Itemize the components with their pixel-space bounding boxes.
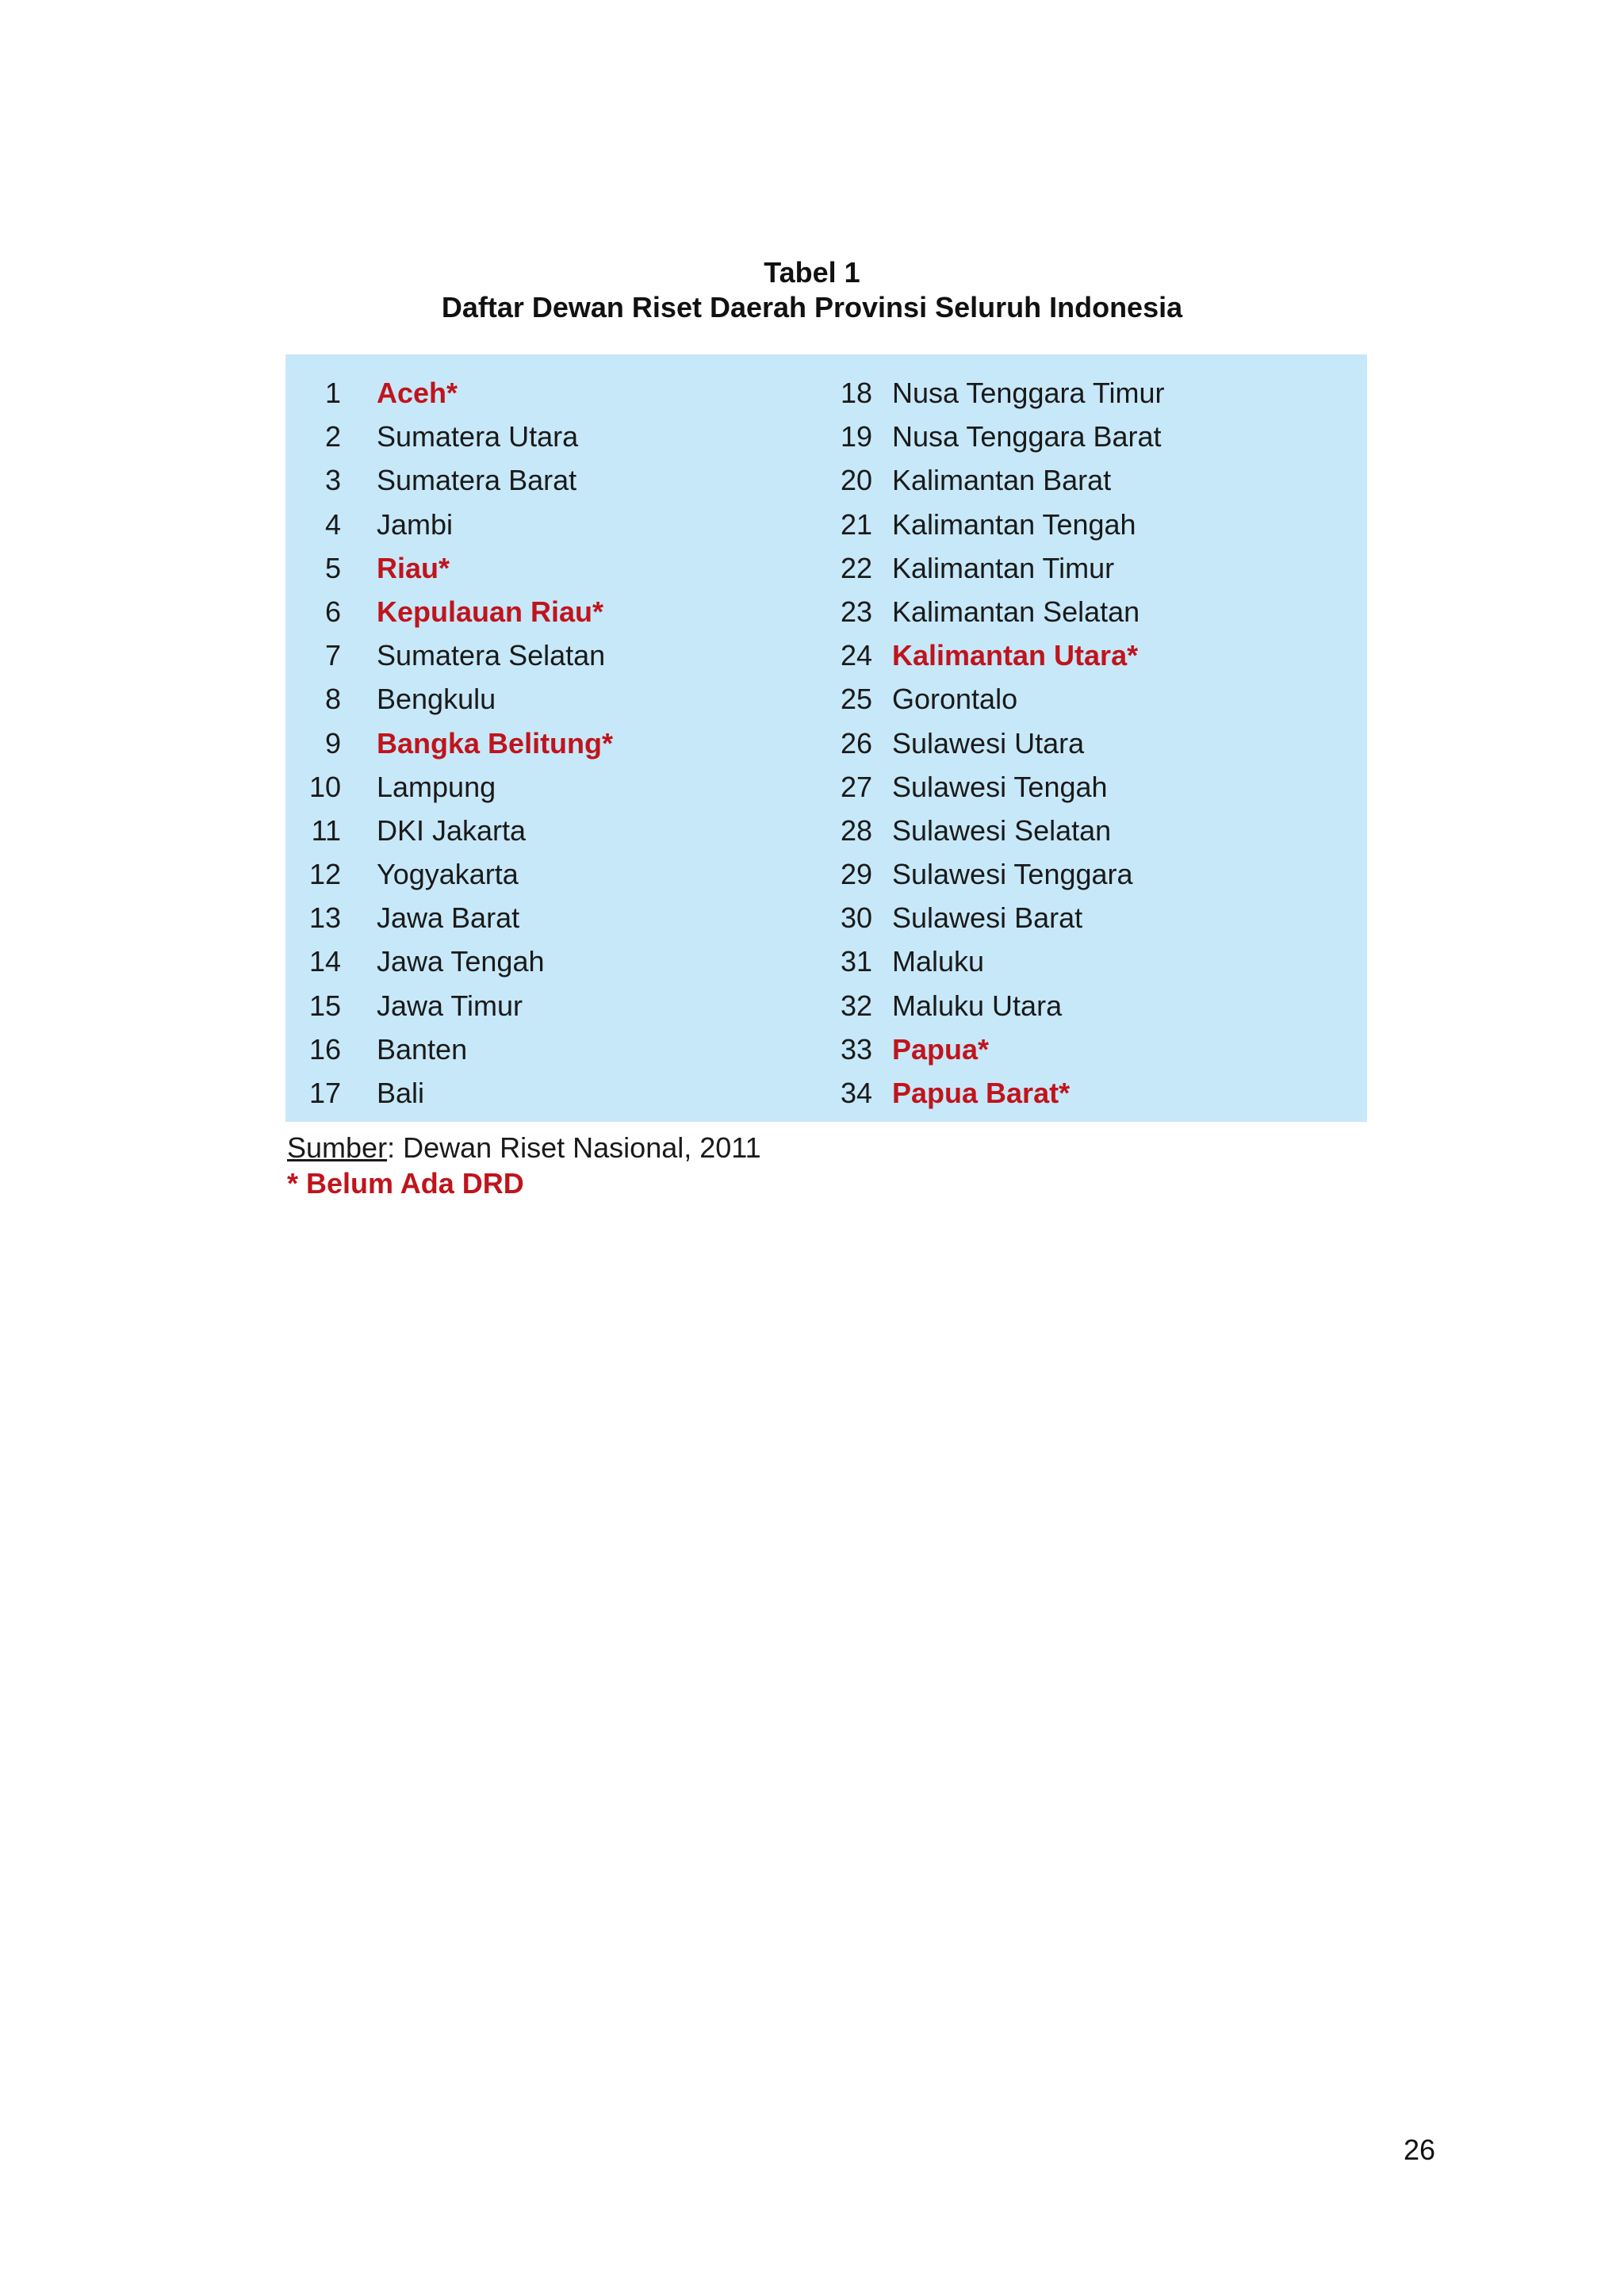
table-row <box>285 677 841 721</box>
province-name: Sulawesi Barat <box>892 901 1083 935</box>
row-number: 5 <box>324 551 341 584</box>
province-name: Sulawesi Selatan <box>892 813 1112 847</box>
row-number: 15 <box>308 989 341 1022</box>
row-number: 10 <box>308 770 341 803</box>
province-name: Lampung <box>377 770 496 803</box>
row-number: 13 <box>308 901 341 935</box>
table-row <box>801 765 1356 809</box>
table-row <box>801 633 1356 677</box>
row-number: 12 <box>308 858 341 891</box>
row-number: 26 <box>840 726 872 760</box>
row-number: 31 <box>840 945 872 978</box>
row-number: 18 <box>840 377 872 409</box>
province-name: Kalimantan Tengah <box>892 507 1136 541</box>
province-name: Sumatera Utara <box>377 420 579 453</box>
table-row <box>285 415 841 458</box>
row-number: 19 <box>840 420 872 453</box>
table-row <box>801 984 1356 1027</box>
table-row <box>801 852 1356 896</box>
province-name: Sulawesi Utara <box>892 726 1085 760</box>
province-name: Nusa Tenggara Timur <box>892 377 1165 409</box>
table-row <box>285 809 841 852</box>
table-row <box>801 1027 1356 1071</box>
row-number: 22 <box>840 551 872 584</box>
province-name: Papua Barat* <box>892 1077 1071 1109</box>
table-row <box>801 590 1356 633</box>
table-row <box>801 677 1356 721</box>
row-number: 6 <box>324 595 341 628</box>
source-line <box>287 1129 761 1167</box>
province-name: Nusa Tenggara Barat <box>892 420 1162 453</box>
province-name: Kalimantan Selatan <box>892 595 1140 628</box>
table-subtitle: Daftar Dewan Riset Daerah Provinsi Seluruh Indonesia <box>441 291 1183 323</box>
table-row <box>801 896 1356 939</box>
table-row <box>285 546 841 590</box>
table-row <box>801 371 1356 415</box>
province-name: Jambi <box>377 507 454 541</box>
row-number: 20 <box>840 464 872 497</box>
row-number: 11 <box>311 813 341 847</box>
row-number: 23 <box>840 595 872 628</box>
province-name: Kalimantan Timur <box>892 551 1115 584</box>
province-name: DKI Jakarta <box>377 813 527 847</box>
province-name: Kepulauan Riau* <box>377 595 604 628</box>
table-row <box>801 721 1356 765</box>
row-number: 24 <box>840 639 872 672</box>
table-title: Tabel 1 <box>764 256 860 289</box>
row-number: 29 <box>840 858 872 891</box>
table-row <box>801 546 1356 590</box>
row-number: 16 <box>308 1032 341 1066</box>
province-name: Jawa Timur <box>377 989 523 1022</box>
province-name: Sumatera Selatan <box>377 639 606 672</box>
province-table <box>285 354 1367 1122</box>
table-row <box>285 633 841 677</box>
row-number: 28 <box>840 813 872 847</box>
row-number: 32 <box>840 989 872 1022</box>
province-name: Maluku <box>892 945 985 978</box>
row-number: 1 <box>324 377 341 409</box>
table-row <box>801 458 1356 502</box>
table-row <box>285 852 841 896</box>
right-column <box>801 371 1356 1115</box>
row-number: 25 <box>840 683 872 716</box>
province-name: Aceh* <box>377 377 458 409</box>
table-row <box>285 371 841 415</box>
source-text: : Dewan Riset Nasional, 2011 <box>387 1131 761 1164</box>
table-row <box>801 415 1356 458</box>
row-number: 30 <box>840 901 872 935</box>
row-number: 2 <box>324 420 341 453</box>
row-number: 34 <box>840 1077 872 1109</box>
footnote: * Belum Ada DRD <box>287 1167 524 1200</box>
row-number: 21 <box>840 507 872 541</box>
table-row <box>801 939 1356 983</box>
row-number: 4 <box>324 507 341 541</box>
table-row <box>801 809 1356 852</box>
province-name: Bali <box>377 1077 425 1109</box>
table-row <box>285 765 841 809</box>
province-name: Bangka Belitung* <box>377 726 614 760</box>
row-number: 27 <box>840 770 872 803</box>
left-column <box>285 371 841 1115</box>
table-row <box>801 1071 1356 1115</box>
province-name: Banten <box>377 1032 468 1066</box>
province-name: Jawa Barat <box>377 901 520 935</box>
province-name: Yogyakarta <box>377 858 519 891</box>
table-row <box>285 896 841 939</box>
province-name: Papua* <box>892 1032 990 1066</box>
province-name: Sulawesi Tenggara <box>892 858 1133 891</box>
province-name: Sumatera Barat <box>377 464 577 497</box>
province-name: Gorontalo <box>892 683 1018 716</box>
province-name: Kalimantan Utara* <box>892 639 1139 672</box>
table-row <box>285 503 841 546</box>
province-name: Jawa Tengah <box>377 945 545 978</box>
table-row <box>801 503 1356 546</box>
province-name: Sulawesi Tengah <box>892 770 1108 803</box>
table-row <box>285 590 841 633</box>
row-number: 7 <box>324 639 341 672</box>
row-number: 33 <box>840 1032 872 1066</box>
table-row <box>285 1027 841 1071</box>
row-number: 9 <box>324 726 341 760</box>
page-number: 26 <box>1403 2133 1435 2166</box>
province-name: Maluku Utara <box>892 989 1063 1022</box>
source-label: Sumber <box>287 1131 388 1164</box>
row-number: 3 <box>324 464 341 497</box>
row-number: 14 <box>308 945 341 978</box>
table-row <box>285 984 841 1027</box>
table-row <box>285 458 841 502</box>
row-number: 17 <box>308 1077 341 1109</box>
province-name: Riau* <box>377 551 450 584</box>
row-number: 8 <box>324 683 341 716</box>
province-name: Bengkulu <box>377 683 496 716</box>
table-row <box>285 721 841 765</box>
table-row <box>285 1071 841 1115</box>
province-name: Kalimantan Barat <box>892 464 1112 497</box>
table-row <box>285 939 841 983</box>
